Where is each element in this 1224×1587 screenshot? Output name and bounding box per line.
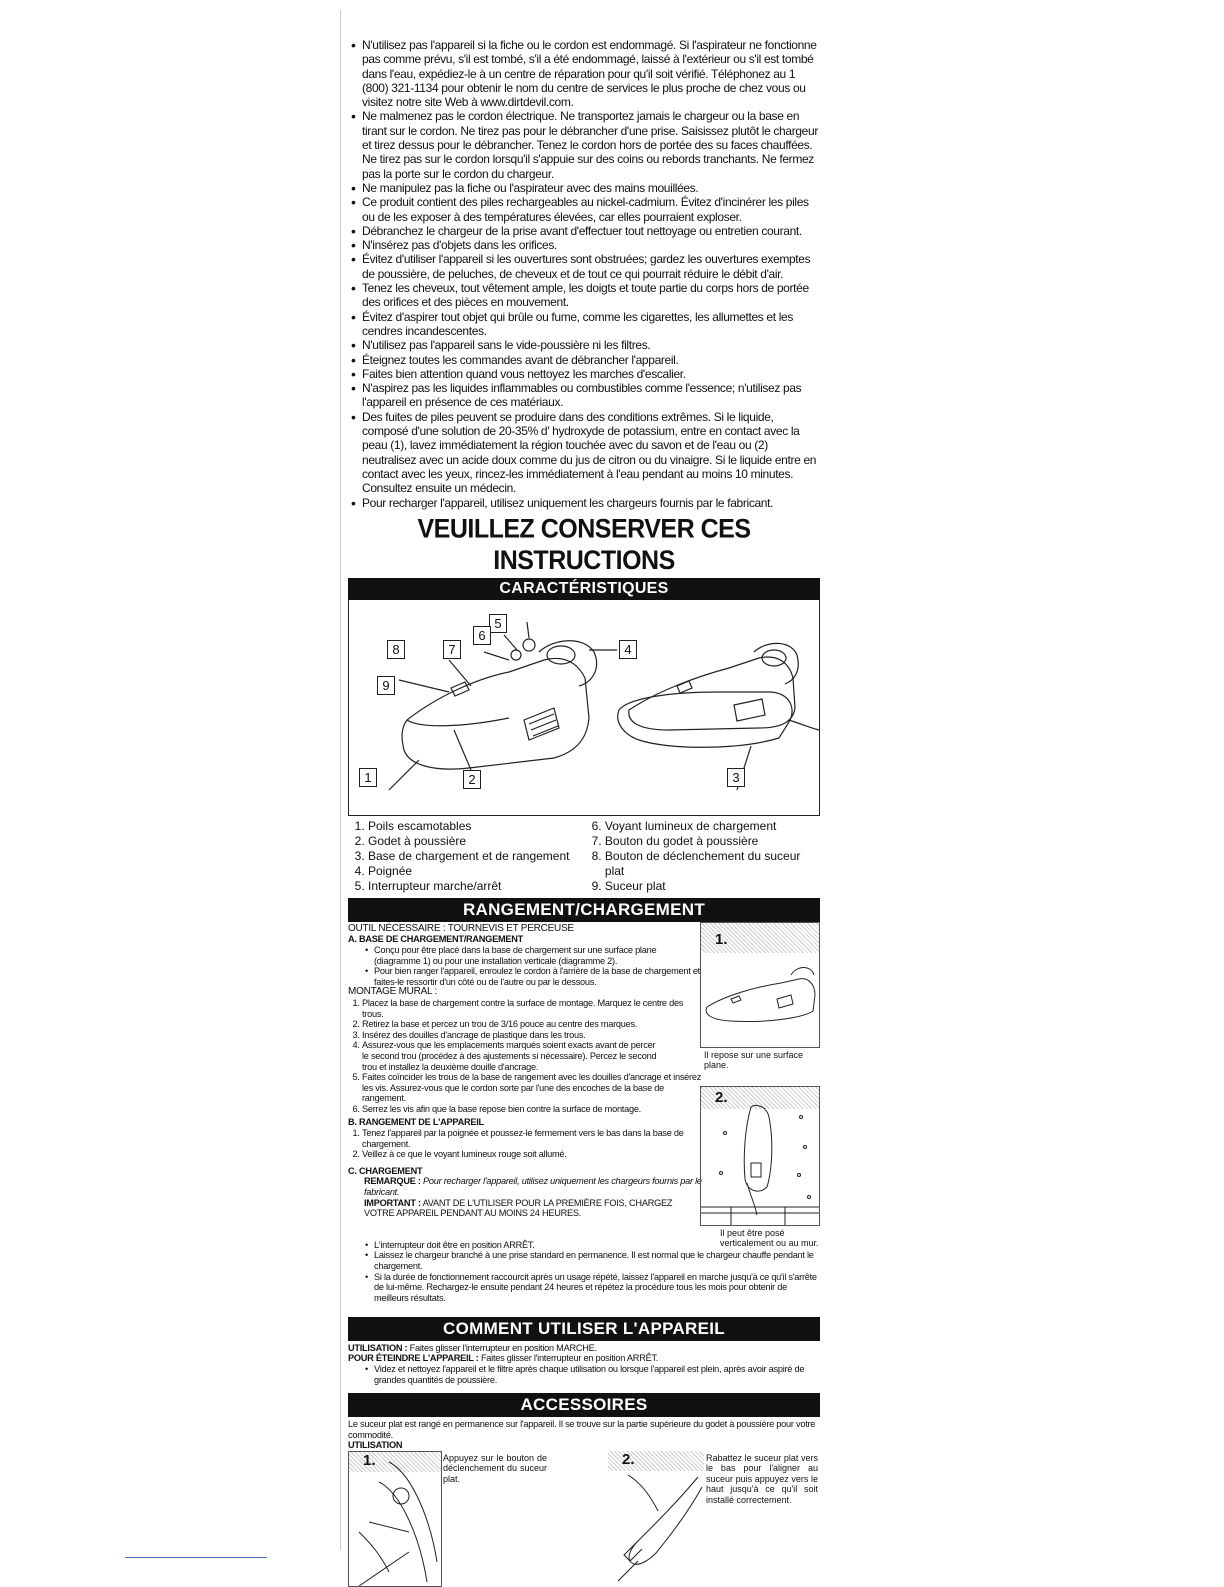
feature-item: 3. Base de chargement et de rangement xyxy=(368,849,585,864)
diagram-1 xyxy=(700,922,820,1048)
safety-item: • N'utilisez pas l'appareil si la fiche ou le cordon est endommagé. Si l'aspirateur ne fonctionne pas comme prévu, s'il est tombé, s'il a été endommagé, laissé à l'extérieur ou s'il est tombé dans l'eau, expédiez-le à un centre de réparation pour qu'il soit vérifié. Téléphonez au 1 (800) 321-1134 pour obtenir le nom du centre de services le plus proche de chez vous ou visitez notre site Web à www.dirtdevil.com. xyxy=(348,38,820,109)
accessory-step-1-text: Appuyez sur le bouton de déclenchement du suceur plat. xyxy=(443,1452,547,1484)
safety-item: • Éteignez toutes les commandes avant de débrancher l'appareil. xyxy=(348,353,820,367)
storage-section xyxy=(348,922,820,1317)
safety-item: • N'utilisez pas l'appareil sans le vide-poussière ni les filtres. xyxy=(348,338,820,352)
safety-item: • Débranchez le chargeur de la prise avant d'effectuer tout nettoyage ou entretien courant. xyxy=(348,224,820,238)
safety-item: • Ce produit contient des piles rechargeables au nickel-cadmium. Évitez d'incinérer les piles ou de les exposer à des températures élevées, car elles pourraient exploser. xyxy=(348,195,820,224)
vent-right xyxy=(734,699,765,721)
accessory-step-2-number: 2. xyxy=(622,1450,635,1468)
diagram-2 xyxy=(700,1086,820,1226)
safety-item: • Tenez les cheveux, tout vêtement ample, les doigts et toute partie du corps hors de portée des orifices et des pièces en mouvement. xyxy=(348,281,820,310)
storage-c-title: C. CHARGEMENT xyxy=(348,1165,423,1176)
safety-item: • Ne malmenez pas le cordon électrique. Ne transportez jamais le chargeur ou la base en tirant sur le cordon. Ne tirez pas pour le débrancher d'une prise. Saisissez plutôt le chargeur et tirez dessus pour le débrancher. Tenez le cordon hors de portée des su faces chauffées. Ne tirez pas sur le cordon lorsqu'il s'appuie sur des coins ou rebords tranchants. Ne fermez pas la porte sur le cordon du chargeur. xyxy=(348,109,820,180)
usage-section xyxy=(348,1341,820,1385)
safety-item: • N'insérez pas d'objets dans les orifices. xyxy=(348,238,820,252)
safety-item: • Évitez d'utiliser l'appareil si les ouvertures sont obstruées; gardez les ouvertures exemptes de poussière, de peluches, de cheveux et de tout ce qui pourrait réduire le débit d'air. xyxy=(348,252,820,281)
accessories-section-header: ACCESSOIRES xyxy=(348,1393,820,1417)
wall-step: 6. Serrez les vis afin que la base repose bien contre la surface de montage. xyxy=(362,1104,703,1115)
feature-item: 9. Suceur plat xyxy=(605,879,820,894)
feature-item: 4. Poignée xyxy=(368,864,585,879)
figure-label: 2 xyxy=(463,770,481,789)
tools-needed: OUTIL NÉCESSAIRE : TOURNEVIS ET PERCEUSE xyxy=(348,922,574,934)
figure-label: 9 xyxy=(377,676,395,695)
power-switch-left xyxy=(523,639,535,651)
safety-item: • Ne manipulez pas la fiche ou l'aspirateur avec des mains mouillées. xyxy=(348,181,820,195)
storage-a-bullet: • Pour bien ranger l'appareil, enroulez le cordon à l'arrière de la base de chargement et faites-le ressortir d'un côté ou de l'autre ou par le dessous. xyxy=(374,966,703,987)
usage-off-label: POUR ÉTEINDRE L'APPAREIL : xyxy=(348,1353,479,1364)
accessories-section xyxy=(348,1417,820,1451)
accessories-steps xyxy=(348,1451,820,1586)
diagram-1-drawing xyxy=(701,955,817,1045)
storage-a-bullet: • Conçu pour être placé dans la base de chargement sur une surface plane (diagramme 1) ou pour une installation verticale (diagramme 2). xyxy=(374,945,703,966)
wall-mount-title: MONTAGE MURAL : xyxy=(348,986,438,998)
save-instructions-title: VEUILLEZ CONSERVER CES INSTRUCTIONS xyxy=(417,513,751,576)
remark-label: REMARQUE : xyxy=(364,1176,421,1187)
step-1-drawing xyxy=(349,1452,441,1586)
remark-text: Pour recharger l'appareil, utilisez uniquement les chargeurs fournis par le fabricant. xyxy=(364,1176,702,1198)
wall-step: 3. Insérez des douilles d'ancrage de plastique dans les trous. xyxy=(362,1030,703,1041)
safety-list xyxy=(348,38,820,510)
vacuum-body-right xyxy=(629,657,795,730)
charging-bullet: • Laissez le chargeur branché à une prise standard en permanence. Il est normal que le chargeur chauffe pendant le chargement. xyxy=(374,1250,820,1271)
usage-on-text: Faites glisser l'interrupteur en position MARCHE. xyxy=(409,1342,597,1353)
diagram-1-caption: Il repose sur une surface plane. xyxy=(704,1049,804,1071)
figure-label: 1 xyxy=(359,768,377,787)
badge-left xyxy=(451,682,469,696)
badge-right xyxy=(677,681,692,693)
usage-section-header: COMMENT UTILISER L'APPAREIL xyxy=(348,1317,820,1341)
wall-step: 2. Retirez la base et percez un trou de 3/16 pouce au centre des marques. xyxy=(362,1019,703,1030)
diagram-2-caption: Il peut être posé verticalement ou au mur. xyxy=(720,1227,819,1249)
accessory-step-1-figure xyxy=(348,1451,442,1587)
storage-text xyxy=(348,922,703,1219)
feature-item: 2. Godet à poussière xyxy=(368,834,585,849)
accessory-step-2-text: Rabattez le suceur plat vers le bas pour l'aligner au suceur puis appuyez vers le haut jusqu'à ce qu'il soit installé correctement. xyxy=(706,1452,818,1505)
figure-label: 5 xyxy=(489,614,507,633)
vacuum-body-left xyxy=(402,658,589,769)
safety-item: • Faites bien attention quand vous nettoyez les marches d'escalier. xyxy=(348,367,820,381)
diagram-1-number: 1. xyxy=(715,930,728,948)
features-diagram xyxy=(348,600,820,816)
accessory-step-1-number: 1. xyxy=(363,1451,376,1469)
accessories-intro: Le suceur plat est rangé en permanence sur l'appareil. Il se trouve sur la partie supérieure du godet à poussière pour votre commodité. xyxy=(348,1419,816,1440)
usage-bullet: • Videz et nettoyez l'appareil et le filtre après chaque utilisation ou lorsque l'appareil est plein, après avoir aspiré de grandes quantités de poussière. xyxy=(374,1364,820,1385)
diagram-2-number: 2. xyxy=(715,1088,728,1106)
storage-a-title: A. BASE DE CHARGEMENT/RANGEMENT xyxy=(348,934,523,945)
usage-on-label: UTILISATION : xyxy=(348,1342,408,1353)
step-2-drawing xyxy=(608,1451,704,1585)
diagram-2-drawing xyxy=(701,1087,819,1225)
feature-item: 7. Bouton du godet à poussière xyxy=(605,834,820,849)
vacuum-illustration xyxy=(349,600,819,815)
accessories-use-title: UTILISATION xyxy=(348,1440,403,1451)
figure-label: 8 xyxy=(387,640,405,659)
usage-off-text: Faites glisser l'interrupteur en position ARRÊT. xyxy=(480,1353,659,1364)
safety-item: • Pour recharger l'appareil, utilisez uniquement les chargeurs fournis par le fabricant. xyxy=(348,496,820,510)
handle-grip-left xyxy=(547,646,575,664)
manual-column xyxy=(348,38,820,1586)
features-section-header: CARACTÉRISTIQUES xyxy=(348,578,820,600)
safety-item: • Évitez d'aspirer tout objet qui brûle ou fume, comme les cigarettes, les allumettes et les cendres incandescentes. xyxy=(348,310,820,339)
accessory-step-2-figure xyxy=(608,1451,704,1585)
safety-item: • Des fuites de piles peuvent se produire dans des conditions extrêmes. Si le liquide, composé d'une solution de 20-35% d' hydroxyde de potassium, entre en contact avec la peau (1), lavez immédiatement la région touchée avec du savon et de l'eau ou (2) neutralisez avec un acide doux comme du jus de citron ou du vinaigre. Si le liquide entre en contact avec les yeux, rincez-les immédiatement à l'eau pendant au moins 10 minutes. Consultez ensuite un médecin. xyxy=(348,410,820,496)
feature-item: 5. Interrupteur marche/arrêt xyxy=(368,879,585,894)
figure-label: 4 xyxy=(619,640,637,659)
charging-bullet: • Si la durée de fonctionnement raccourcit après un usage répété, laissez l'appareil en marche jusqu'à ce qu'il s'arrête de lui-même. Rechargez-le ensuite pendant 24 heures et répétez la procédure tous les mois pour obtenir de meilleurs résultats. xyxy=(374,1272,820,1304)
storage-b-step: 1. Tenez l'appareil par la poignée et poussez-le fermement vers le bas dans la base de chargement. xyxy=(362,1128,703,1149)
figure-label: 7 xyxy=(443,640,461,659)
wall-step: 4. Assurez-vous que les emplacements marqués soient exacts avant de percer le second trou (procédez à des ajustements si nécessaire). Percez le second trou et installez la deuxième douille d'ancrage. xyxy=(362,1040,662,1072)
feature-item: 8. Bouton de déclenchement du suceur plat xyxy=(605,849,820,879)
wall-step: 5. Faites coïncider les trous de la base de rangement avec les douilles d'ancrage et insérez les vis. Assurez-vous que le cordon sorte par l'une des encoches de la base de rangement. xyxy=(362,1072,703,1104)
figure-label: 3 xyxy=(727,768,745,787)
dust-cup-button-left xyxy=(511,650,521,660)
storage-b-title: B. RANGEMENT DE L'APPAREIL xyxy=(348,1117,484,1128)
important-note xyxy=(348,1198,703,1219)
charging-bullet: • L'interrupteur doit être en position ARRÊT. xyxy=(374,1240,820,1251)
charging-bullets xyxy=(348,1240,820,1304)
feature-item: 1. Poils escamotables xyxy=(368,819,585,834)
cord-right xyxy=(789,720,819,730)
figure-label: 6 xyxy=(473,626,491,645)
wall-step: 1. Placez la base de chargement contre la surface de montage. Marquez le centre des trous. xyxy=(362,998,703,1019)
remark-note xyxy=(348,1176,703,1197)
vacuum-handle-right xyxy=(754,643,798,684)
feature-item: 6. Voyant lumineux de chargement xyxy=(605,819,820,834)
safety-item: • N'aspirez pas les liquides inflammables ou combustibles comme l'essence; n'utilisez pas l'appareil en présence de ces matériaux. xyxy=(348,381,820,410)
storage-section-header: RANGEMENT/CHARGEMENT xyxy=(348,898,820,922)
important-text: AVANT DE L'UTILISER POUR LA PREMIÈRE FOIS, CHARGEZ VOTRE APPAREIL PENDANT AU MOINS 24 HEURES. xyxy=(364,1197,673,1219)
usage-on xyxy=(348,1343,820,1354)
storage-b-step: 2. Veillez à ce que le voyant lumineux rouge soit allumé. xyxy=(362,1149,703,1160)
page-margin-rule xyxy=(340,10,341,1550)
important-label: IMPORTANT : xyxy=(364,1197,421,1208)
features-legend xyxy=(348,819,820,894)
usage-off xyxy=(348,1353,820,1364)
footer-rule xyxy=(125,1557,267,1558)
nozzle-left xyxy=(407,718,509,726)
